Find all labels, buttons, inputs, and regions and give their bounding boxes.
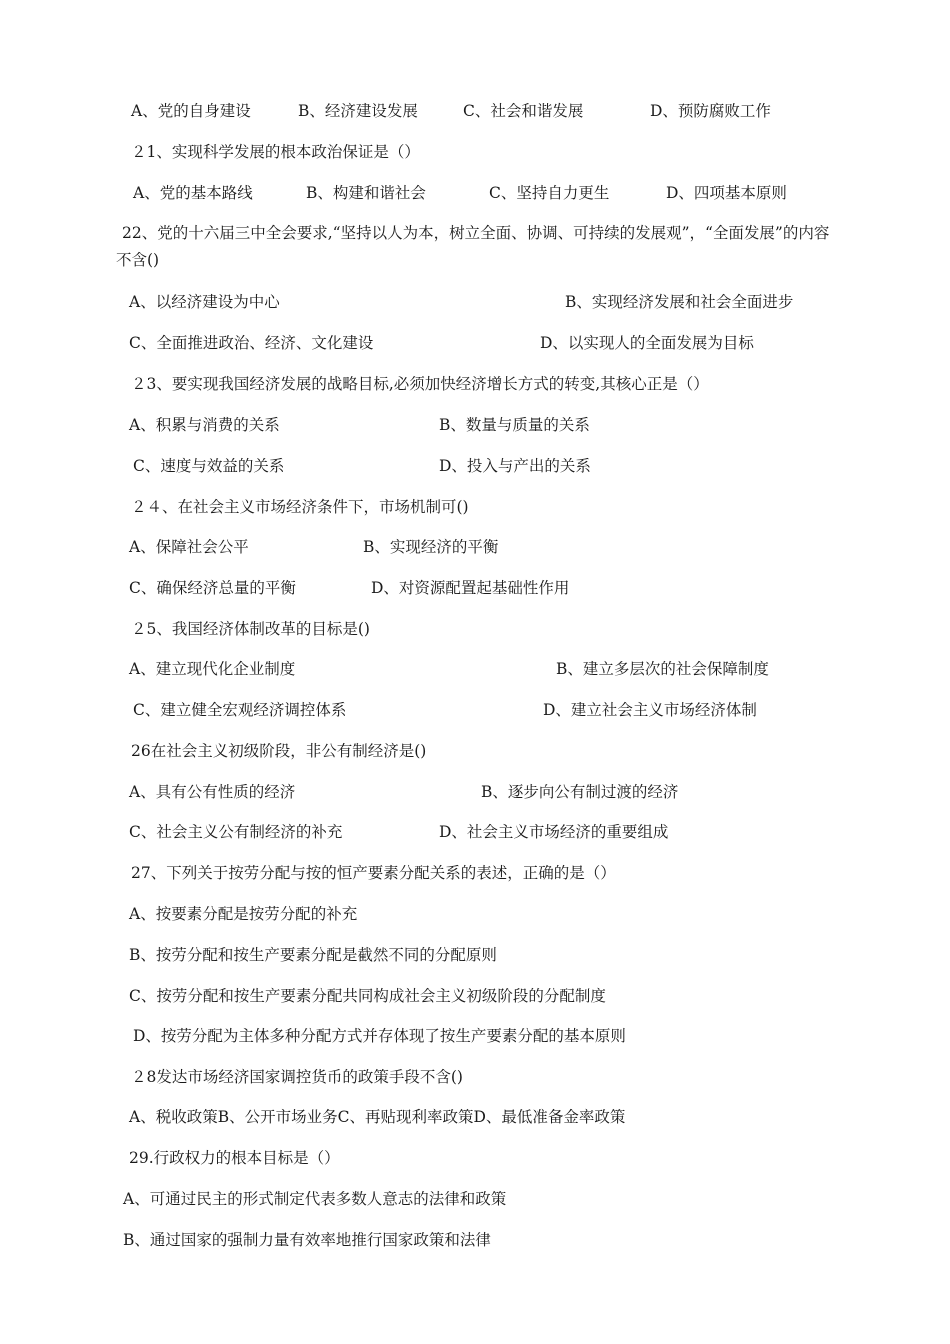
q29-option-a: A、可通过民主的形式制定代表多数人意志的法律和政策 [123, 1190, 507, 1208]
q20-option-c: C、社会和谐发展 [463, 102, 584, 120]
q23-option-a: A、积累与消费的关系 [129, 416, 280, 434]
q24-option-c: C、确保经济总量的平衡 [129, 579, 296, 597]
q28-stem: ２8发达市场经济国家调控货币的政策手段不含() [131, 1068, 463, 1086]
q24-option-d: D、对资源配置起基础性作用 [371, 579, 570, 597]
q20-option-a: A、党的自身建设 [131, 102, 251, 120]
q27-option-b: B、按劳分配和按生产要素分配是截然不同的分配原则 [129, 946, 497, 964]
q22-option-d: D、以实现人的全面发展为目标 [540, 334, 754, 352]
q25-option-d: D、建立社会主义市场经济体制 [543, 701, 757, 719]
q21-option-a: A、党的基本路线 [133, 184, 253, 202]
q21-option-d: D、四项基本原则 [666, 184, 787, 202]
q20-option-b: B、经济建设发展 [298, 102, 418, 120]
q23-option-d: D、投入与产出的关系 [439, 457, 591, 475]
q22-option-a: A、以经济建设为中心 [129, 293, 280, 311]
q29-option-b: B、通过国家的强制力量有效率地推行国家政策和法律 [123, 1231, 491, 1249]
q22-stem: 22、党的十六届三中全会要求,“坚持以人为本，树立全面、协调、可持续的发展观”，“全面发展”的内容不含() [116, 224, 830, 269]
q25-option-b: B、建立多层次的社会保障制度 [556, 660, 769, 678]
q25-option-a: A、建立现代化企业制度 [129, 660, 296, 678]
q26-option-b: B、逐步向公有制过渡的经济 [481, 783, 679, 801]
q27-option-d: D、按劳分配为主体多种分配方式并存体现了按生产要素分配的基本原则 [133, 1027, 626, 1045]
q23-option-c: C、速度与效益的关系 [133, 457, 285, 475]
q23-stem: ２3、要实现我国经济发展的战略目标,必须加快经济增长方式的转变,其核心正是（） [131, 375, 709, 393]
q29-stem: 29.行政权力的根本目标是（） [129, 1149, 340, 1167]
q24-stem: ２４、在社会主义市场经济条件下，市场机制可() [131, 498, 469, 516]
q21-stem: ２1、实现科学发展的根本政治保证是（） [131, 143, 420, 161]
q26-stem: 26在社会主义初级阶段，非公有制经济是() [131, 742, 427, 760]
q26-option-a: A、具有公有性质的经济 [129, 783, 296, 801]
q24-option-b: B、实现经济的平衡 [363, 538, 499, 556]
q22-option-b: B、实现经济发展和社会全面进步 [565, 293, 794, 311]
q28-options: A、税收政策B、公开市场业务C、再贴现利率政策D、最低准备金率政策 [129, 1108, 626, 1126]
q26-option-c: C、社会主义公有制经济的补充 [129, 823, 343, 841]
q27-option-a: A、按要素分配是按劳分配的补充 [129, 905, 358, 923]
q24-option-a: A、保障社会公平 [129, 538, 249, 556]
q26-option-d: D、社会主义市场经济的重要组成 [439, 823, 669, 841]
q27-option-c: C、按劳分配和按生产要素分配共同构成社会主义初级阶段的分配制度 [129, 987, 606, 1005]
q21-option-c: C、坚持自力更生 [489, 184, 610, 202]
q21-option-b: B、构建和谐社会 [306, 184, 426, 202]
q25-option-c: C、建立健全宏观经济调控体系 [133, 701, 347, 719]
q22-option-c: C、全面推进政治、经济、文化建设 [129, 334, 374, 352]
q25-stem: ２5、我国经济体制改革的目标是() [131, 620, 370, 638]
q27-stem: 27、下列关于按劳分配与按的恒产要素分配关系的表述，正确的是（） [131, 864, 616, 882]
q23-option-b: B、数量与质量的关系 [439, 416, 590, 434]
q20-option-d: D、预防腐败工作 [650, 102, 771, 120]
